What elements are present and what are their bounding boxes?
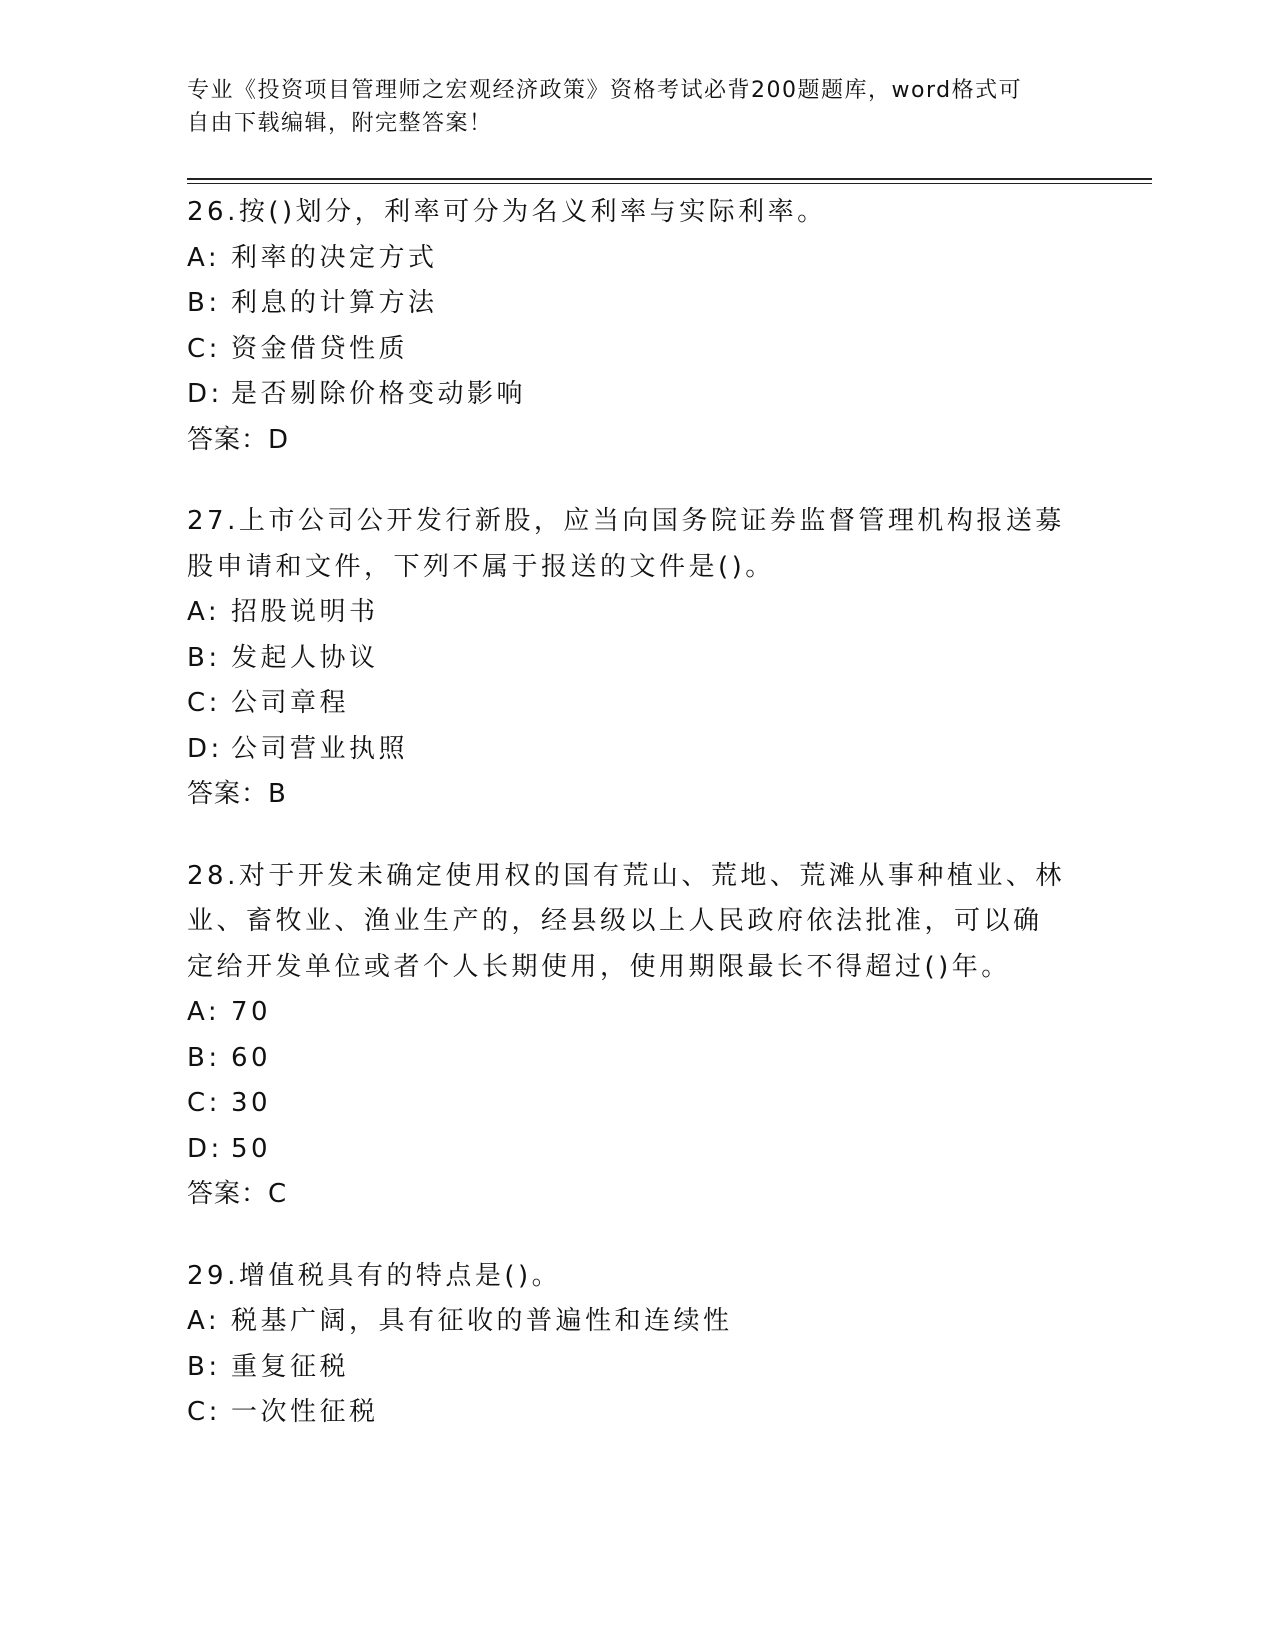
option-a xyxy=(187,990,1087,1036)
option-letter: C: xyxy=(187,688,221,718)
option-letter: A: xyxy=(187,242,221,273)
option-letter: B: xyxy=(187,288,221,318)
question-28 xyxy=(187,854,1087,1218)
option-d xyxy=(187,1127,1087,1173)
question-stem: 28.对于开发未确定使用权的国有荒山、荒地、荒滩从事种植业、林业、畜牧业、渔业生产的，经县级以上人民政府依法批准，可以确定给开发单位或者个人长期使用，使用期限最长不得超过()年。 xyxy=(187,860,1065,982)
option-text: 50 xyxy=(231,1133,272,1164)
question-27 xyxy=(187,499,1087,818)
question-29 xyxy=(187,1254,1087,1436)
question-stem: 29.增值税具有的特点是()。 xyxy=(187,1260,562,1291)
option-a xyxy=(187,590,1087,636)
option-text: 70 xyxy=(231,997,272,1027)
option-a xyxy=(187,1299,1087,1345)
answer-line xyxy=(187,418,1087,464)
option-letter: D: xyxy=(187,1133,223,1164)
option-c xyxy=(187,1081,1087,1127)
option-a xyxy=(187,236,1087,282)
answer-label: 答案： xyxy=(187,779,269,809)
option-letter: A: xyxy=(187,997,221,1027)
option-letter: B: xyxy=(187,1042,221,1073)
option-text: 重复征税 xyxy=(231,1351,350,1382)
option-text: 利率的决定方式 xyxy=(231,242,438,273)
option-b xyxy=(187,1345,1087,1391)
option-b xyxy=(187,281,1087,327)
option-letter: C: xyxy=(187,333,221,364)
question-stem: 27.上市公司公开发行新股，应当向国务院证券监督管理机构报送募股申请和文件，下列不属于报送的文件是()。 xyxy=(187,506,1065,582)
header-line-1: 专业《投资项目管理师之宏观经济政策》资格考试必背200题题库，word格式可 xyxy=(187,78,1023,103)
question-26 xyxy=(187,190,1087,463)
answer-line xyxy=(187,1172,1087,1218)
header-divider xyxy=(187,178,1152,184)
option-d xyxy=(187,372,1087,418)
answer-value: D xyxy=(268,424,290,455)
option-b xyxy=(187,1036,1087,1082)
option-c xyxy=(187,1390,1087,1436)
document-header xyxy=(187,74,1067,140)
option-letter: D: xyxy=(187,733,223,764)
answer-label: 答案： xyxy=(187,424,269,455)
option-letter: D: xyxy=(187,379,223,409)
option-text: 是否剔除价格变动影响 xyxy=(231,379,527,409)
option-letter: B: xyxy=(187,1351,221,1382)
option-letter: C: xyxy=(187,1088,221,1118)
option-d xyxy=(187,727,1087,773)
option-text: 60 xyxy=(231,1042,272,1073)
option-letter: A: xyxy=(187,1306,221,1336)
option-text: 公司章程 xyxy=(231,688,350,718)
question-stem: 26.按()划分，利率可分为名义利率与实际利率。 xyxy=(187,197,827,227)
option-letter: C: xyxy=(187,1397,221,1427)
option-text: 资金借贷性质 xyxy=(231,333,409,364)
option-b xyxy=(187,636,1087,682)
option-text: 公司营业执照 xyxy=(231,733,409,764)
answer-value: C xyxy=(268,1179,288,1209)
option-text: 税基广阔，具有征收的普遍性和连续性 xyxy=(231,1306,733,1336)
answer-line xyxy=(187,772,1087,818)
option-text: 30 xyxy=(231,1088,272,1118)
option-text: 发起人协议 xyxy=(231,642,379,673)
option-letter: A: xyxy=(187,597,221,627)
answer-value: B xyxy=(268,779,287,809)
option-letter: B: xyxy=(187,642,221,673)
option-text: 招股说明书 xyxy=(231,597,379,627)
option-c xyxy=(187,681,1087,727)
option-text: 一次性征税 xyxy=(231,1397,379,1427)
option-text: 利息的计算方法 xyxy=(231,288,438,318)
question-list xyxy=(187,190,1087,1472)
option-c xyxy=(187,327,1087,373)
answer-label: 答案： xyxy=(187,1179,269,1209)
header-line-2: 自由下载编辑，附完整答案！ xyxy=(187,111,493,136)
